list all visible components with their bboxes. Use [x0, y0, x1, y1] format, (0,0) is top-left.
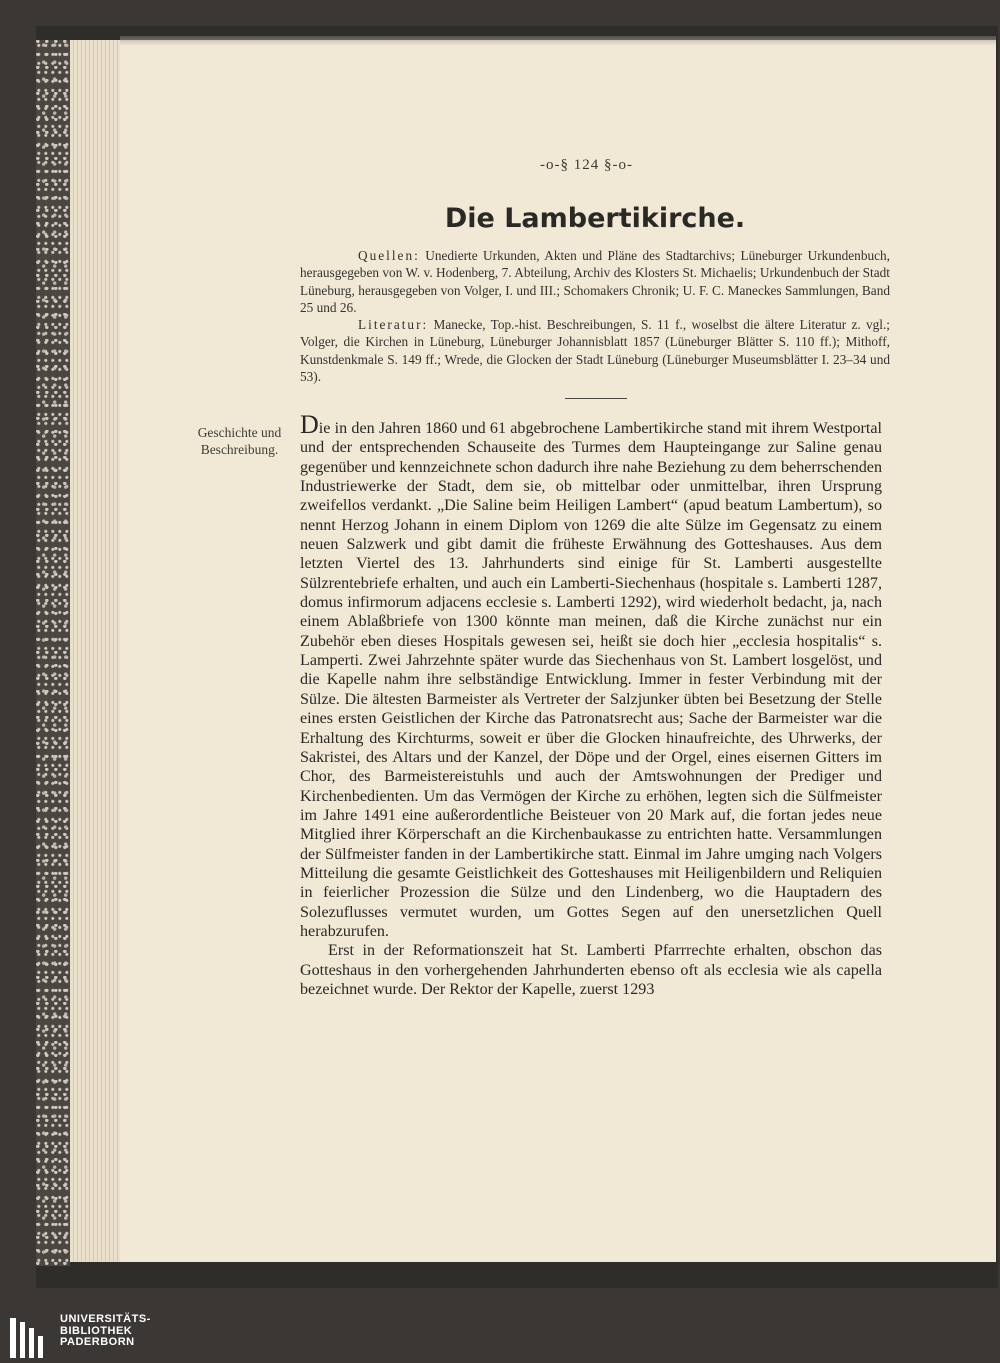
body-paragraph — [300, 410, 882, 941]
body-text — [300, 410, 882, 999]
body-paragraph — [300, 941, 882, 999]
paragraph-text: Erst in der Reformationszeit hat St. Lamberti Pfarrrechte erhalten, obschon das Gotteshaus in den vorhergehenden Jahrhunderten ebenso oft als ecclesia wie als capella bezeichnet wurde. Der Rektor der Kapelle, zuerst 1293 — [300, 942, 882, 998]
sources-paragraph — [300, 247, 890, 316]
paragraph-text: ie in den Jahren 1860 und 61 abgebrochene Lambertikirche stand mit ihrem Westportal und der entsprechenden Schauseite des Turmes dem Haupteingange zur Saline genau gegenüber und kennzeichnete schon dadurch ihre nahe Beziehung zu dem beherrschenden Industriewerke der Stadt, dem sie, ob mittelbar oder unmittelbar, ihren Ursprung zweifellos verdankt. „Die Saline beim Heiligen Lambert“ (apud beatum Lambertum), so nennt Herzog Johann in einem Diplom von 1269 die alte Sülze im Gegensatz zu einem neuen Salzwerk und gibt damit die früheste Erwähnung des Gotteshauses. Aus dem letzten Viertel des 13. Jahrhunderts sind einige für St. Lamberti ausgestellte Sülzrentebriefe erhalten, und auch ein Lamberti-Siechenhaus (hospitale s. Lamberti 1287, domus infirmorum adjacens ecclesie s. Lamberti 1292), wird wiederholt bedacht, ja, nach einem Ablaßbriefe von 1300 könnte man meinen, daß die Kirche zunächst nur ein Zubehör eben dieses Hospitals gewesen sei, heißt sie doch hier „ecclesia hospitalis“ s. Lamperti. Zwei Jahrzehnte später wurde das Siechenhaus von St. Lambert losgelöst, und die Kapelle nahm ihre selbständige Entwicklung. Immer in fester Verbindung mit der Sülze. Die ältesten Barmeister als Vertreter der Salzjunker übten bei Besetzung der Stelle eines ersten Geistlichen der Kirche das Patronatsrecht aus; Sache der Barmeister war die Erhaltung des Kirchturms, soweit er über die Glocken hinaufreichte, des Uhrwerks, der Sakristei, des Altars und der Kanzel, der Döpe und der Orgel, eines eisernen Gitters im Chor, des Barmeistereistuhls und auch der Amtswohnungen der Prediger und Kirchenbedienten. Um das Vermögen der Kirche zu erhöhen, legten sich die Sülfmeister im Jahre 1491 eine außerordentliche Beisteuer von 20 Mark auf, die fortan jedes neue Mitglied ihrer Körperschaft an die Kirchenbaukasse zu entrichten hatte. Versammlungen der Sülfmeister fanden in der Lambertikirche statt. Einmal im Jahre umging nach Volgers Mitteilung die gesamte Geistlichkeit des Gotteshauses mit Heiligenbildern und Reliquien in feierlicher Prozession die Sülze und den Lindenberg, wo die Hauptadern des Solezuflusses vermutet wurden, um Gottes Segen auf den unersetzlichen Quell herabzurufen. — [300, 420, 882, 940]
logo-line-3: PADERBORN — [60, 1336, 135, 1348]
library-logo-text — [60, 1314, 151, 1349]
section-divider — [565, 398, 627, 399]
literature-paragraph — [300, 316, 890, 385]
sources-label: Quellen: — [358, 248, 420, 263]
literature-text: Manecke, Top.-hist. Beschreibungen, S. 11 f., woselbst die ältere Literatur z. vgl.; Volger, die Kirchen in Lüneburg, Lüneburger Johannisblatt 1857 (Lüneburger Blätter S. 110 ff.); Mithoff, Kunstdenkmale S. 149 ff.; Wrede, die Glocken der Stadt Lüneburg (Lüneburger Museumsblätter I. 23–34 und 53). — [300, 317, 890, 385]
logo-line-1: UNIVERSITÄTS- — [60, 1313, 151, 1325]
logo-line-2: BIBLIOTHEK — [60, 1324, 133, 1337]
sources-text: Unedierte Urkunden, Akten und Pläne des Stadtarchivs; Lüneburger Urkundenbuch, herausgegeben von W. v. Hodenberg, 7. Abteilung, Archiv des Klosters St. Michaelis; Urkundenbuch der Stadt Lüneburg, herausgegeben von Volger, I. und III.; Schomakers Chronik; U. F. C. Maneckes Sammlungen, Band 25 und 26. — [300, 248, 890, 315]
page-edges — [70, 40, 122, 1262]
drop-letter: D — [300, 410, 319, 439]
library-logo-icon — [8, 1316, 52, 1360]
margin-note: Geschichte und Beschreibung. — [197, 425, 282, 457]
literature-label: Literatur: — [358, 317, 429, 333]
page-title: Die Lambertikirche. — [444, 203, 746, 234]
book-spine — [36, 40, 70, 1266]
page-header: -o-§ 124 §-o- — [540, 157, 633, 173]
sources-block — [300, 247, 890, 385]
page-top-shadow — [120, 36, 996, 46]
